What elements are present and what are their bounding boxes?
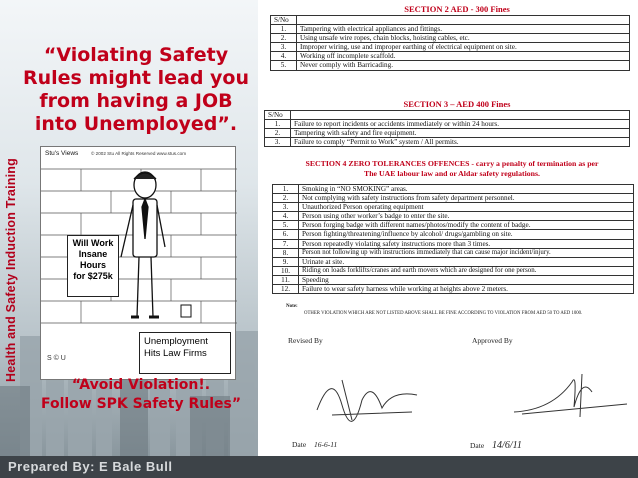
cartoon-title: Stu's Views — [45, 150, 79, 157]
table-row: 7. Person repeatedly violating safety instructions more than 3 times. — [273, 239, 634, 248]
will-work-sign — [67, 235, 119, 297]
table-row: 5. Person forging badge with different names/photos/modify the content of badge. — [273, 221, 634, 230]
section4-title-line2: The UAE labour law and or Aldar safety regulations. — [364, 168, 540, 178]
approved-signature — [512, 362, 632, 422]
table-row: 6. Person fighting/threatening/influence by alcohol/ drugs/gambling on site. — [273, 230, 634, 239]
table-row: 8. Person not following up with instructions immediately that can cause major incident/injury. — [273, 248, 634, 257]
vertical-title-text: Health and Safety Induction Training — [4, 158, 18, 382]
date-right — [470, 440, 522, 451]
note-label: Note: — [286, 304, 298, 309]
section4-title-line1: SECTION 4 ZERO TOLERANCES OFFENCES - carry a penalty of termination as per — [305, 159, 599, 168]
cartoon-panel — [40, 146, 236, 380]
date-left-label: Date — [292, 440, 307, 449]
table-row: 3. Improper wiring, use and improper earthing of electrical equipment on site. — [271, 43, 630, 52]
date-right-value: 14/6/11 — [492, 440, 522, 451]
date-right-label: Date — [470, 441, 485, 450]
revised-signature — [312, 360, 422, 430]
table-row: 2. Not complying with safety instructions from safety department personnel. — [273, 194, 634, 203]
table-row: 1. Smoking in “NO SMOKING” areas. — [273, 185, 634, 194]
table-row: 3. Unauthorized Person operating equipment — [273, 203, 634, 212]
date-left-value: 16-6-11 — [314, 440, 338, 449]
table-header: S/No — [265, 111, 291, 120]
footer-bar — [0, 456, 638, 478]
table-row: 10. Riding on loads forklifts/cranes and earth movers which are designed for one person. — [273, 266, 634, 275]
sign-line: Insane — [78, 249, 108, 259]
man-figure — [121, 172, 165, 317]
note-text: OTHER VIOLATION WHICH ARE NOT LISTED ABOVE SHALL BE FINE ACCORDING TO VIOLATION FROM AED 50 TO AED 1000. — [304, 311, 583, 316]
table-row: 5. Never comply with Barricading. — [271, 61, 630, 70]
main-quote: “Violating Safety Rules might lead you from having a JOB into Unemployed”. — [22, 44, 249, 135]
section2-title: SECTION 2 AED - 300 Fines — [404, 4, 510, 14]
table-row: 11. Speeding — [273, 275, 634, 284]
approved-by-label: Approved By — [472, 336, 513, 345]
fines-document — [262, 0, 638, 456]
section4-title — [282, 159, 622, 178]
revised-by-label: Revised By — [288, 336, 323, 345]
slide-left-panel — [0, 0, 258, 456]
table-row: 3. Failure to comply “Permit to Work” system / All permits. — [265, 138, 630, 147]
section3-title: SECTION 3 – AED 400 Fines — [403, 99, 511, 109]
table-row: 2. Tampering with safety and fire equipment. — [265, 129, 630, 138]
prepared-by-text: Prepared By: E Bale Bull — [8, 459, 173, 474]
avoid-line-2: Follow SPK Safety Rules” — [40, 396, 242, 412]
sign-line: Will Work — [72, 238, 114, 248]
table-row: 1. Failure to report incidents or accidents immediately or within 24 hours. — [265, 120, 630, 129]
avoid-line-1: “Avoid Violation!. — [71, 377, 211, 393]
table-row: 2. Using unsafe wire ropes, chain blocks, hoisting cables, etc. — [271, 34, 630, 43]
table-header: S/No — [271, 16, 297, 25]
table-row: 4. Person using other worker’s badge to enter the site. — [273, 212, 634, 221]
sign2-line: Unemployment — [144, 336, 208, 347]
sign-line: for $275k — [73, 271, 113, 281]
cartoon-stamp: S © U — [47, 355, 66, 362]
date-left — [292, 440, 337, 449]
sign2-line: Hits Law Firms — [144, 348, 207, 359]
vertical-title — [0, 0, 22, 380]
avoid-violation-text — [28, 376, 254, 414]
table-row: 1. Tampering with electrical appliances and fittings. — [271, 25, 630, 34]
table-row: 4. Working off incomplete scaffold. — [271, 52, 630, 61]
table-row: 9. Urinate at site. — [273, 257, 634, 266]
table-row: 12. Failure to wear safety harness while working at heights above 2 meters. — [273, 285, 634, 294]
section4-table — [272, 184, 634, 294]
sign-line: Hours — [79, 260, 106, 270]
cartoon-copyright: © 2002 Stu All Rights Reserved www.stus.com — [91, 151, 187, 156]
section2-table — [270, 15, 630, 71]
note — [286, 304, 616, 316]
unemployment-sign — [139, 332, 231, 374]
section3-table — [264, 110, 630, 147]
